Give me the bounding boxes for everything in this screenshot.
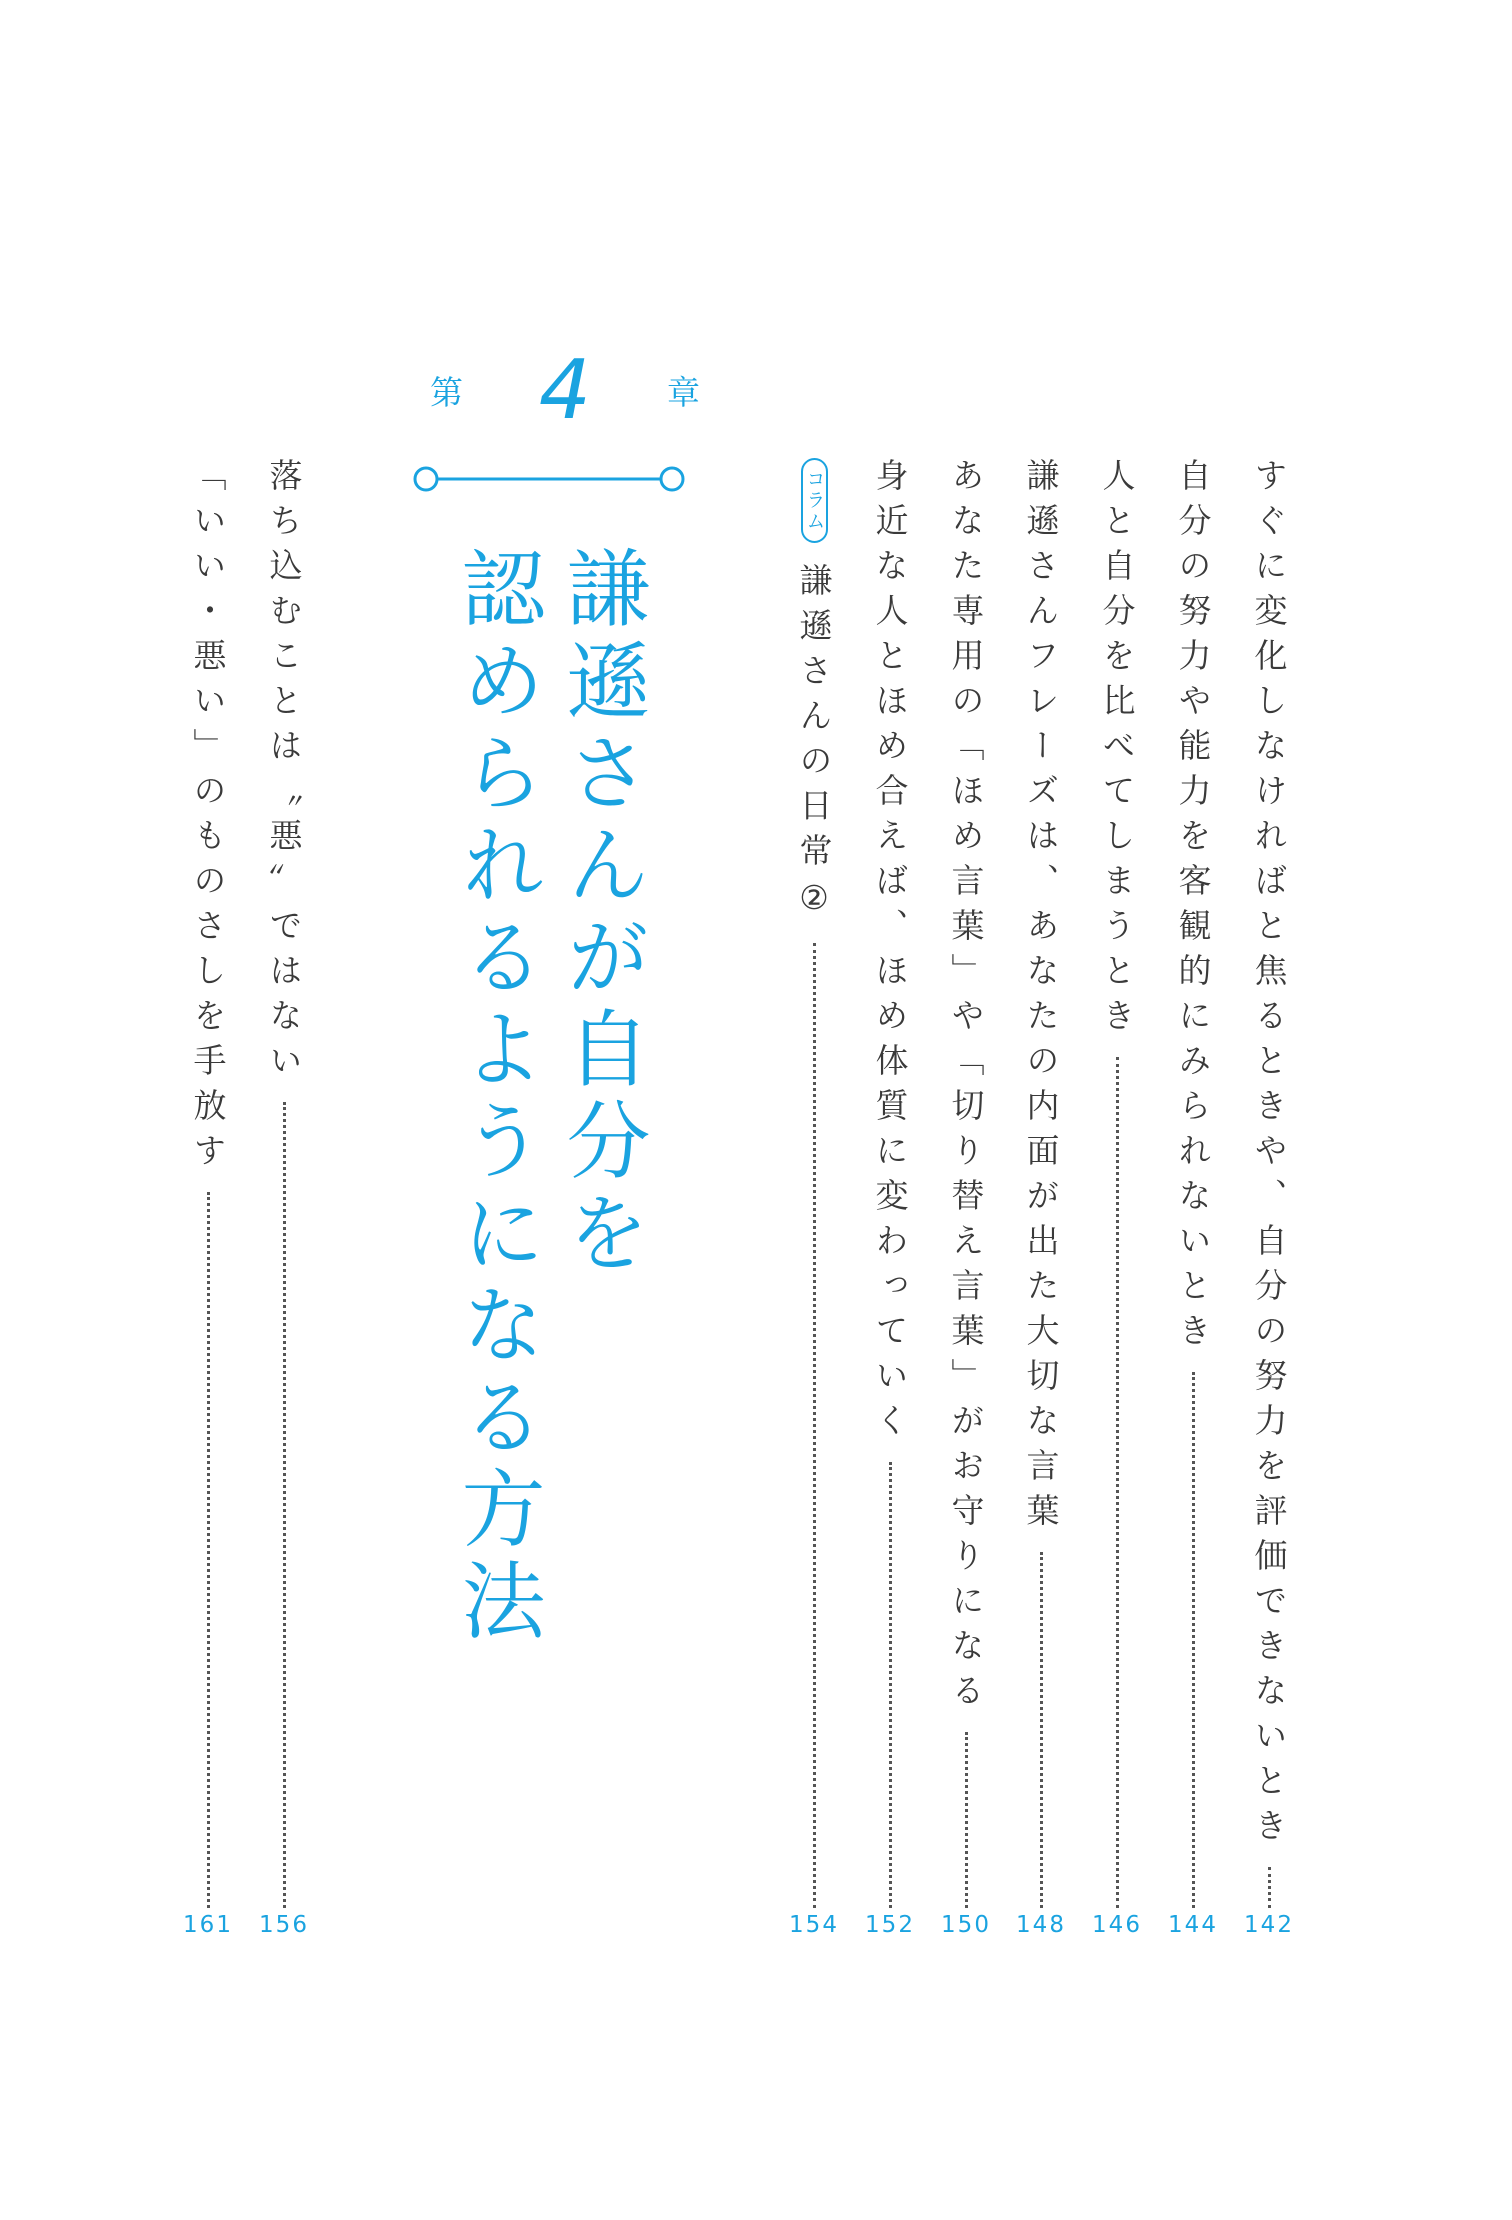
dot-leader (1040, 1552, 1043, 1908)
toc-entry[interactable] (188, 458, 228, 1908)
chapter-suffix: 章 (666, 372, 700, 412)
dot-leader (965, 1732, 968, 1908)
toc-page-number: 146 (1092, 1912, 1142, 1938)
toc-page-number: 150 (941, 1912, 991, 1938)
toc-entry[interactable] (264, 458, 304, 1908)
toc-entry[interactable] (946, 458, 986, 1908)
toc-page-number: 154 (789, 1912, 839, 1938)
toc-entry-title: 「いい・悪い」のものさしを手放す (188, 458, 228, 1178)
chapter-title-line-2: 認められるようになる方法 (448, 545, 546, 1649)
dot-leader (283, 1102, 286, 1908)
toc-page-number: 152 (865, 1912, 915, 1938)
toc-entry-title: 人と自分を比べてしまうとき (1097, 458, 1137, 1043)
toc-entry-title: あなた専用の「ほめ言葉」や「切り替え言葉」がお守りになる (946, 458, 986, 1718)
dot-leader (1116, 1057, 1119, 1908)
dot-leader (813, 943, 816, 1908)
dot-leader (889, 1462, 892, 1908)
toc-entry-column[interactable] (794, 458, 834, 1908)
toc-entry[interactable] (1173, 458, 1213, 1908)
dot-leader (1268, 1867, 1271, 1908)
toc-entry-title: 身近な人とほめ合えば、ほめ体質に変わっていく (870, 458, 910, 1448)
column-badge: コラム (801, 458, 828, 543)
toc-page-number: 156 (259, 1912, 309, 1938)
chapter-prefix: 第 (430, 372, 463, 412)
toc-entry[interactable] (1097, 458, 1137, 1908)
toc-page-number: 144 (1168, 1912, 1218, 1938)
chapter-rule (412, 464, 686, 494)
toc-entry[interactable] (870, 458, 910, 1908)
toc-entry-title: 謙遜さんの日常② (794, 563, 834, 929)
toc-entry-title: 自分の努力や能力を客観的にみられないとき (1173, 458, 1213, 1358)
dot-leader (1192, 1372, 1195, 1908)
dot-leader (207, 1192, 210, 1908)
toc-page-number: 142 (1244, 1912, 1294, 1938)
chapter-title-line-1: 謙遜さんが自分を (553, 545, 651, 1281)
toc-entry-title: 謙遜さんフレーズは、あなたの内面が出た大切な言葉 (1021, 458, 1061, 1538)
chapter-label (430, 342, 700, 438)
toc-entry[interactable] (1249, 458, 1289, 1908)
chapter-number: 4 (538, 342, 592, 438)
toc-entry-title: すぐに変化しなければと焦るときや、自分の努力を評価できないとき (1249, 458, 1289, 1853)
toc-page-number: 148 (1016, 1912, 1066, 1938)
toc-page-number: 161 (183, 1912, 233, 1938)
toc-entry[interactable] (1021, 458, 1061, 1908)
toc-entry-title: 落ち込むことは〝悪〟ではない (264, 458, 304, 1088)
